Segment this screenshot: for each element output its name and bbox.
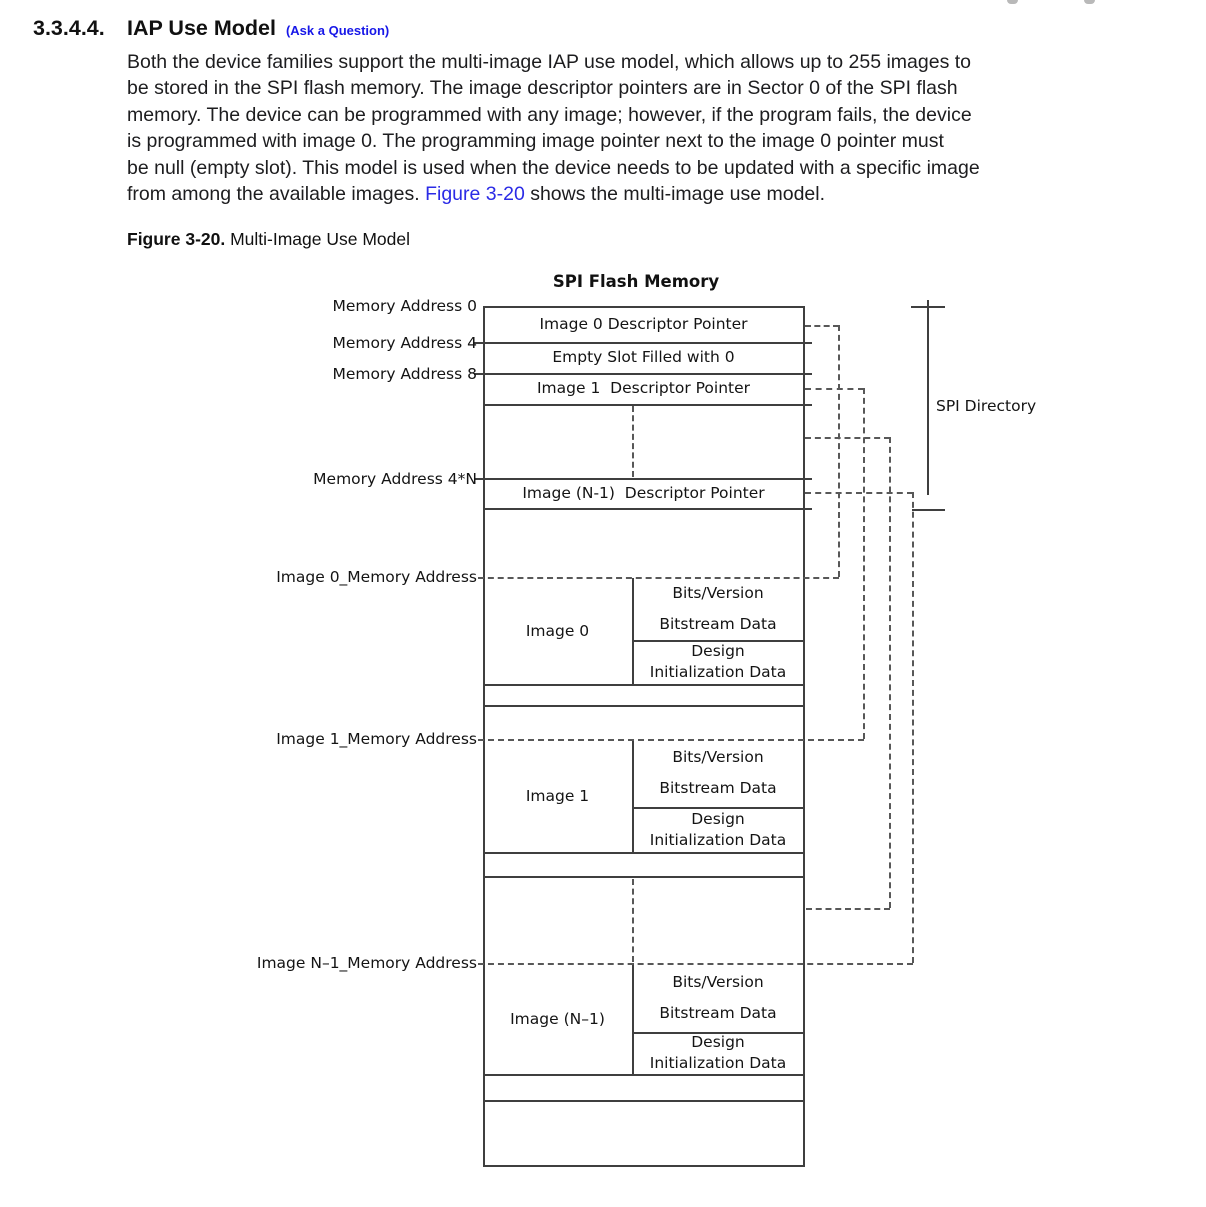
memory-address-8-label: Memory Address 8 [332, 365, 477, 383]
tick [804, 508, 812, 510]
row-line [483, 404, 804, 406]
pointer-connector [805, 388, 864, 390]
row-line [483, 684, 804, 686]
image0-descriptor-pointer-row: Image 0 Descriptor Pointer [539, 315, 748, 333]
diagram-title: SPI Flash Memory [552, 272, 720, 291]
pointer-connector [805, 437, 890, 439]
bits-version-label: Bits/Version [672, 972, 764, 991]
bitstream-data-label: Bitstream Data [659, 779, 777, 797]
initialization-data-label: Initialization Data [649, 830, 787, 849]
initialization-data-label: Initialization Data [649, 1054, 787, 1072]
row-line [483, 478, 804, 480]
image0-memory-address-label: Image 0_Memory Address [276, 568, 477, 586]
image0-bitstream-cell [632, 578, 804, 640]
image1-design-init-cell [632, 807, 804, 852]
image1-memory-address-label: Image 1_Memory Address [276, 730, 477, 748]
row-line [483, 876, 804, 878]
design-label: Design [691, 642, 745, 660]
imagen-descriptor-pointer-row: Image (N-1) Descriptor Pointer [522, 484, 765, 502]
paragraph-line: is programmed with image 0. The programming image pointer next to the image 0 pointer must [127, 130, 944, 153]
initialization-data-label: Initialization Data [649, 663, 787, 681]
imagen-label: Image (N–1) [510, 1009, 605, 1028]
bits-version-label: Bits/Version [672, 584, 764, 602]
image0-label: Image 0 [525, 622, 590, 640]
image1-bitstream-cell [632, 739, 804, 807]
spi-directory-bracket-line [927, 300, 929, 495]
section-number: 3.3.4.4. [33, 16, 105, 40]
figure-3-20-link[interactable]: Figure 3-20 [425, 183, 525, 206]
pointer-connector [805, 492, 913, 494]
image1-label: Image 1 [525, 786, 590, 805]
image1-name-cell [483, 739, 632, 852]
flash-box-bottom-edge [483, 1165, 805, 1167]
design-label: Design [691, 809, 745, 828]
row-line [483, 705, 804, 707]
paragraph-line: memory. The device can be programmed with any image; however, if the program fails, the device [127, 103, 972, 126]
row-line [483, 508, 804, 510]
design-label: Design [691, 1033, 745, 1051]
image0-design-init-cell [632, 640, 804, 684]
spi-directory-bracket-cap [911, 306, 945, 308]
paragraph-text: shows the multi-image use model. [524, 183, 826, 206]
figure-caption-label: Figure 3-20. [127, 229, 226, 249]
bitstream-data-label: Bitstream Data [659, 615, 777, 633]
memory-address-0-label: Memory Address 0 [332, 297, 477, 315]
pointer-connector [889, 437, 891, 908]
bitstream-data-label: Bitstream Data [659, 1003, 777, 1022]
row-line [483, 852, 804, 854]
ask-a-question-link[interactable]: (Ask a Question) [285, 23, 390, 38]
section-title: IAP Use Model [127, 16, 276, 40]
pointer-connector [806, 908, 890, 910]
paragraph-text: from among the available images. [127, 183, 426, 206]
pointer-connector [805, 325, 839, 327]
empty-slot-row: Empty Slot Filled with 0 [552, 348, 735, 366]
paragraph-line: Both the device families support the multi-image IAP use model, which allows up to 255 images to [127, 51, 971, 73]
paragraph-line: be null (empty slot). This model is used when the device needs to be updated with a specific image [127, 156, 980, 179]
spi-directory-label: SPI Directory [936, 397, 1037, 415]
imagen-bitstream-cell [632, 963, 804, 1032]
tick [804, 478, 812, 480]
image1-descriptor-pointer-row: Image 1 Descriptor Pointer [536, 379, 751, 397]
image0-name-cell [483, 578, 632, 684]
row-line [483, 1100, 804, 1102]
imagen-design-init-cell [632, 1032, 804, 1074]
imagen-name-cell [483, 963, 632, 1074]
continuation-dashed-line [632, 406, 634, 477]
tick [804, 373, 812, 375]
memory-address-4-label: Memory Address 4 [332, 334, 477, 352]
flash-box-top-edge [483, 306, 805, 308]
row-line [483, 1074, 804, 1076]
figure-caption-title: Multi-Image Use Model [225, 229, 411, 249]
row-line [483, 373, 804, 375]
pointer-connector [912, 492, 914, 963]
continuation-dashed-line [632, 879, 634, 962]
imagen-memory-address-label: Image N–1_Memory Address [256, 954, 477, 972]
tick [804, 404, 812, 406]
tick [804, 342, 812, 344]
bits-version-label: Bits/Version [672, 748, 764, 766]
memory-address-4n-label: Memory Address 4*N [313, 470, 477, 488]
pointer-connector [838, 325, 840, 577]
row-line [483, 342, 804, 344]
paragraph-line: be stored in the SPI flash memory. The image descriptor pointers are in Sector 0 of the SPI flash [127, 77, 958, 100]
pointer-connector [863, 388, 865, 739]
lower-region-cap [912, 509, 945, 511]
